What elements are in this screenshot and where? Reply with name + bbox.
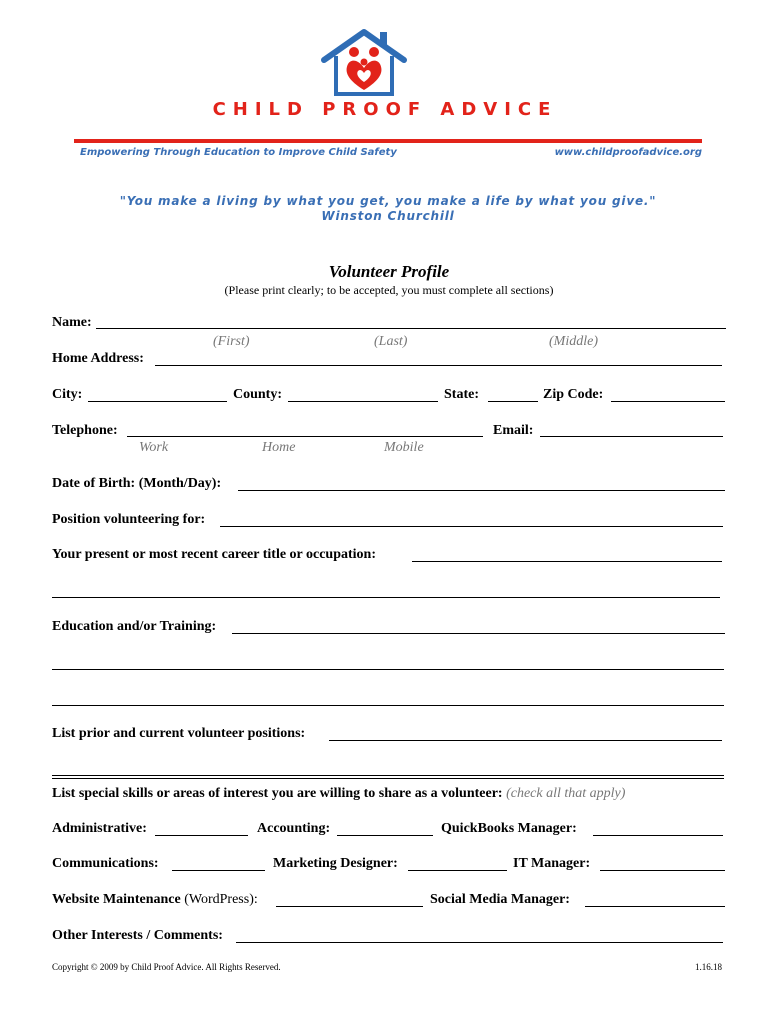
education-field-line-3[interactable] [52, 705, 724, 706]
website-link[interactable]: www.childproofadvice.org [554, 147, 702, 158]
skill-website-text: Website Maintenance [52, 892, 181, 907]
career-label: Your present or most recent career title or occupation: [52, 547, 377, 562]
skill-marketing-field[interactable] [408, 870, 507, 871]
zip-field[interactable] [611, 401, 725, 402]
form-instructions: (Please print clearly; to be accepted, you must complete all sections) [224, 283, 554, 297]
form-title: Volunteer Profile [328, 262, 450, 281]
version: 1.16.18 [695, 962, 722, 972]
county-label: County: [233, 387, 283, 402]
skill-website-label [52, 892, 258, 908]
email-field[interactable] [540, 436, 723, 437]
home-address-field[interactable] [155, 365, 722, 366]
name-first-hint: (First) [213, 334, 250, 349]
skill-marketing-label: Marketing Designer: [273, 856, 398, 871]
copyright: Copyright © 2009 by Child Proof Advice. All Rights Reserved. [52, 962, 281, 972]
career-field[interactable] [412, 561, 722, 562]
other-interests-field[interactable] [236, 942, 723, 943]
state-label: State: [444, 387, 479, 402]
skills-hint: (check all that apply) [506, 786, 626, 801]
city-label: City: [52, 387, 83, 402]
state-field[interactable] [488, 401, 538, 402]
email-label: Email: [493, 423, 534, 438]
volunteer-positions-field[interactable] [329, 740, 722, 741]
education-field-line-2[interactable] [52, 669, 724, 670]
skill-communications-label: Communications: [52, 856, 159, 871]
skill-quickbooks-field[interactable] [593, 835, 723, 836]
career-field-line-2[interactable] [52, 597, 720, 598]
org-name: CHILD PROOF ADVICE [212, 99, 558, 120]
position-field[interactable] [220, 526, 723, 527]
position-label: Position volunteering for: [52, 512, 206, 527]
phone-work-hint: Work [139, 440, 169, 455]
tagline: Empowering Through Education to Improve Child Safety [80, 147, 397, 158]
skill-social-label: Social Media Manager: [430, 892, 570, 907]
skill-website-paren: (WordPress): [184, 892, 258, 907]
phone-home-hint: Home [262, 440, 296, 455]
skill-administrative-label: Administrative: [52, 821, 147, 836]
city-field[interactable] [88, 401, 227, 402]
skill-website-field[interactable] [276, 906, 423, 907]
header-rule [74, 139, 702, 143]
skill-social-field[interactable] [585, 906, 725, 907]
skill-quickbooks-label: QuickBooks Manager: [441, 821, 577, 836]
education-label: Education and/or Training: [52, 619, 217, 634]
dob-label: Date of Birth: (Month/Day): [52, 476, 222, 491]
house-family-icon [318, 28, 410, 100]
logo [318, 28, 410, 100]
skill-administrative-field[interactable] [155, 835, 248, 836]
skill-it-label: IT Manager: [513, 856, 591, 871]
volunteer-positions-field-line-2[interactable] [52, 775, 724, 776]
county-field[interactable] [288, 401, 438, 402]
skill-accounting-field[interactable] [337, 835, 433, 836]
quote: "You make a living by what you get, you make a life by what you give." [119, 194, 657, 208]
skill-it-field[interactable] [600, 870, 725, 871]
telephone-field[interactable] [127, 436, 483, 437]
other-interests-label: Other Interests / Comments: [52, 928, 223, 943]
skill-accounting-label: Accounting: [257, 821, 331, 836]
skill-communications-field[interactable] [172, 870, 265, 871]
section-divider [52, 778, 724, 779]
phone-mobile-hint: Mobile [384, 440, 424, 455]
zip-label: Zip Code: [543, 387, 604, 402]
name-last-hint: (Last) [374, 334, 408, 349]
education-field[interactable] [232, 633, 725, 634]
name-field[interactable] [96, 328, 726, 329]
dob-field[interactable] [238, 490, 725, 491]
home-address-label: Home Address: [52, 351, 144, 366]
name-middle-hint: (Middle) [549, 334, 598, 349]
name-label: Name: [52, 315, 92, 330]
telephone-label: Telephone: [52, 423, 118, 438]
skills-label [52, 786, 625, 802]
skills-label-text: List special skills or areas of interest you are willing to share as a volunteer: [52, 786, 503, 801]
quote-author: Winston Churchill [321, 209, 455, 223]
volunteer-positions-label: List prior and current volunteer positions: [52, 726, 306, 741]
